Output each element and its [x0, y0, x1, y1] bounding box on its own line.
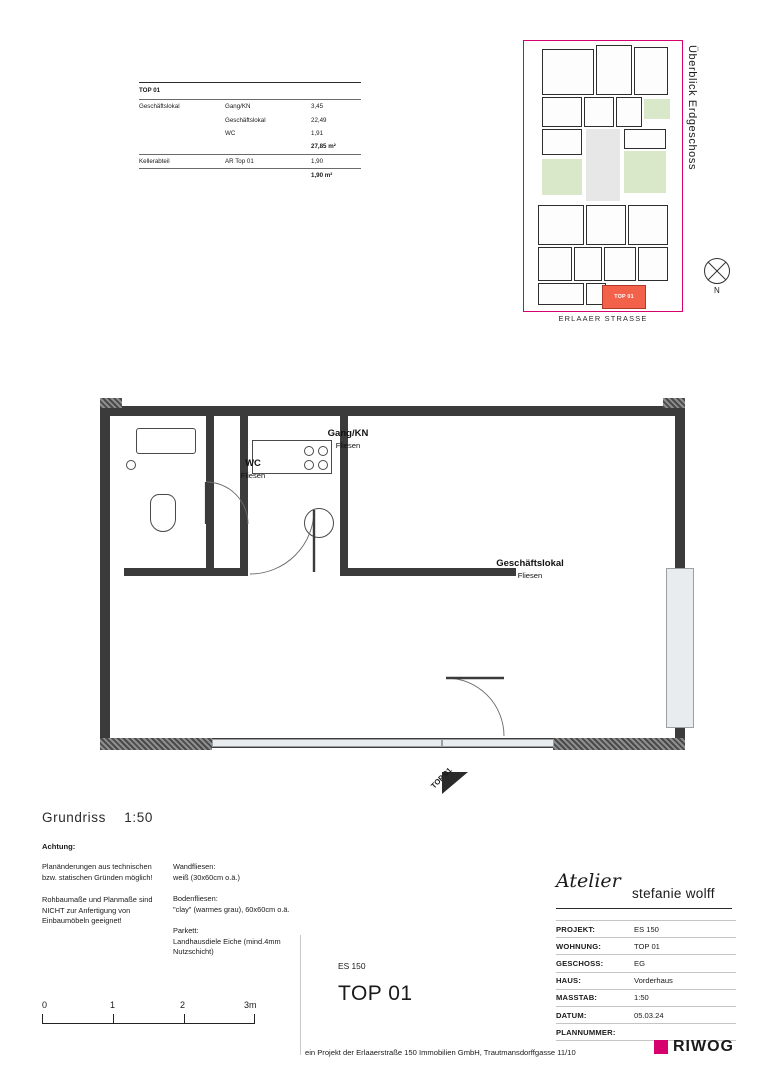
- compass-north-label: N: [714, 286, 720, 295]
- area-row-name: Gang/KN: [225, 100, 311, 114]
- divider-vertical: [300, 935, 301, 1055]
- keyplan-block: [542, 129, 582, 155]
- floor-drain-icon: [126, 460, 136, 470]
- area-sum-spacer-2: [225, 140, 311, 154]
- area-row-value: 3,45: [311, 100, 361, 114]
- unit-title: TOP 01: [338, 982, 413, 1005]
- info-value: EG: [634, 955, 736, 972]
- table-row: [139, 100, 361, 114]
- partition-wc-bottom: [124, 568, 248, 576]
- side-glazing: [666, 568, 694, 728]
- grundriss-label: Grundriss: [42, 810, 106, 825]
- riwog-wordmark: RIWOG: [673, 1038, 734, 1055]
- room-label-wc: [210, 458, 296, 480]
- street-label: ERLAAER STRASSE: [558, 314, 648, 323]
- view-direction-marker: [429, 765, 488, 804]
- stove-burner-icon: [304, 460, 314, 470]
- keyplan-block: [542, 49, 594, 95]
- compass-icon: [700, 258, 738, 302]
- note-label: Bodenfliesen:: [173, 894, 218, 904]
- area-table-header-spacer-2: [311, 83, 361, 100]
- area-sum2-spacer: [139, 168, 225, 182]
- info-value: TOP 01: [634, 938, 736, 955]
- note-label: Wandfliesen:: [173, 862, 216, 871]
- keyplan-green-area: [644, 99, 670, 119]
- keyplan-block: [624, 129, 666, 149]
- area-row-value: 1,90: [311, 154, 361, 168]
- keyplan-block: [616, 97, 642, 127]
- area-sum-value: 27,85 m²: [311, 143, 336, 151]
- room-finish: Fliesen: [240, 471, 266, 480]
- info-value: ES 150: [634, 921, 736, 938]
- table-row: [139, 127, 361, 140]
- table-row: [139, 154, 361, 168]
- area-row-category: [139, 127, 225, 140]
- shopfront-glazing: [212, 739, 442, 747]
- area-sum-row: [139, 140, 361, 154]
- table-row: [139, 113, 361, 126]
- wall-hatch-bottom-right: [553, 738, 685, 750]
- area-row-name: Geschäftslokal: [225, 116, 266, 124]
- door-entrance: [444, 676, 524, 748]
- note-value: "clay" (warmes grau), 60x60cm o.ä.: [173, 904, 290, 914]
- keyplan-green-area: [624, 151, 666, 193]
- keyplan-frame: [523, 40, 683, 312]
- scale-tick-label: 0: [42, 1000, 48, 1010]
- note-text: Planänderungen aus technischen bzw. statischen Gründen möglich!: [42, 862, 153, 882]
- notes-column-right: [173, 862, 303, 969]
- note-value: weiß (30x60cm o.ä.): [173, 872, 240, 882]
- logo-atelier: Atelier: [556, 870, 621, 892]
- area-row-category: Geschäftslokal: [139, 100, 225, 114]
- note-item: [173, 894, 303, 915]
- keyplan-highlight-top01[interactable]: TOP 01: [602, 285, 646, 309]
- info-value: 05.03.24: [634, 1006, 736, 1023]
- area-table-title: TOP 01: [139, 83, 225, 100]
- keyplan-block: [538, 247, 572, 281]
- keyplan-block: [586, 205, 626, 245]
- stove-burner-icon: [318, 460, 328, 470]
- scale-tick-label: 2: [180, 1000, 186, 1010]
- area-row-value: 22,49: [311, 116, 327, 124]
- keyplan-block: [596, 45, 632, 95]
- keyplan-block: [542, 97, 582, 127]
- area-table-header-spacer-1: [225, 83, 311, 100]
- room-label-gang: [298, 428, 398, 450]
- table-row: [556, 921, 736, 938]
- scale-tick-label: 1: [110, 1000, 116, 1010]
- view-marker-label: TOP 01: [429, 765, 454, 791]
- logo-divider: [556, 908, 732, 909]
- area-row-name: WC: [225, 129, 236, 137]
- wall-hatch-top-left: [100, 398, 122, 408]
- room-name: Geschäftslokal: [496, 558, 564, 569]
- wall-hatch-bottom-left: [100, 738, 212, 750]
- toilet-icon: [150, 494, 176, 532]
- area-table-header-row: [139, 83, 361, 100]
- riwog-logo: [654, 1038, 734, 1056]
- project-code: ES 150: [338, 961, 366, 971]
- washbasin-icon: [136, 428, 196, 454]
- grundriss-scale: 1:50: [124, 810, 153, 825]
- keyplan-block: [584, 97, 614, 127]
- scale-bar: [42, 1000, 272, 1024]
- keyplan-overview: [523, 40, 683, 312]
- table-row: [556, 955, 736, 972]
- keyplan-label: Überblick Erdgeschoss: [686, 45, 698, 171]
- table-row: [556, 938, 736, 955]
- keyplan-block: [574, 247, 602, 281]
- area-row-category: Kellerabteil: [139, 154, 225, 168]
- keyplan-green-area: [542, 159, 582, 195]
- room-finish: Fliesen: [335, 441, 361, 450]
- keyplan-block: [604, 247, 636, 281]
- wall-top: [100, 406, 685, 416]
- note-label: Parkett:: [173, 926, 199, 936]
- keyplan-block: [538, 283, 584, 305]
- area-row-category: [139, 113, 225, 126]
- area-sum2-value: 1,90 m²: [311, 168, 361, 182]
- wall-left: [100, 406, 110, 748]
- info-key: PLANNUMMER:: [556, 1024, 634, 1041]
- keyplan-block: [634, 47, 668, 95]
- keyplan-block: [638, 247, 668, 281]
- info-key: PROJEKT:: [556, 921, 634, 938]
- shopfront-glazing: [442, 739, 554, 747]
- room-label-geschaeftslokal: [425, 558, 635, 580]
- room-name: Gang/KN: [327, 428, 369, 439]
- table-row: [556, 972, 736, 989]
- door-wc: [204, 480, 254, 540]
- note-value: Landhausdiele Eiche (mind.4mm Nutzschicht): [173, 936, 281, 957]
- keyplan-courtyard: [586, 129, 620, 201]
- door-gang: [248, 508, 328, 580]
- scale-bar-ticks: [42, 1000, 272, 1012]
- scale-tick-label: 3m: [244, 1000, 257, 1010]
- area-table: [139, 82, 361, 182]
- riwog-square-icon: [654, 1040, 668, 1054]
- area-row-name: AR Top 01: [225, 154, 311, 168]
- note-item: [173, 926, 303, 958]
- scale-bar-graphic: [42, 1014, 272, 1024]
- area-sum-row-2: [139, 168, 361, 182]
- keyplan-block: [628, 205, 668, 245]
- note-text: Rohbaumaße und Planmaße sind NICHT zur Anfertigung von Einbaumöbeln geeignet!: [42, 895, 153, 926]
- room-name: WC: [245, 458, 261, 469]
- info-value: Vorderhaus: [634, 972, 736, 989]
- info-key: HAUS:: [556, 972, 634, 989]
- room-finish: Fliesen: [517, 571, 543, 580]
- floor-plan: [100, 398, 685, 783]
- info-key: MASSTAB:: [556, 989, 634, 1006]
- info-key: GESCHOSS:: [556, 955, 634, 972]
- table-row: [556, 989, 736, 1006]
- area-row-value: 1,91: [311, 129, 324, 137]
- notes-heading: Achtung:: [42, 842, 76, 851]
- info-table: [556, 920, 736, 1041]
- info-key: WOHNUNG:: [556, 938, 634, 955]
- info-value: 1:50: [634, 989, 736, 1006]
- table-row: [556, 1006, 736, 1023]
- wall-hatch-top-right: [663, 398, 685, 408]
- info-key: DATUM:: [556, 1006, 634, 1023]
- note-item: [173, 862, 303, 883]
- logo-name: stefanie wolff: [632, 886, 715, 901]
- notes-column-left: [42, 862, 167, 939]
- page-title: [42, 810, 153, 825]
- footer-text: ein Projekt der Erlaaerstraße 150 Immobilien GmbH, Trautmansdorffgasse 11/10: [305, 1048, 576, 1057]
- keyplan-block: [538, 205, 584, 245]
- area-sum2-spacer-2: [225, 168, 311, 182]
- area-sum-spacer: [139, 140, 225, 154]
